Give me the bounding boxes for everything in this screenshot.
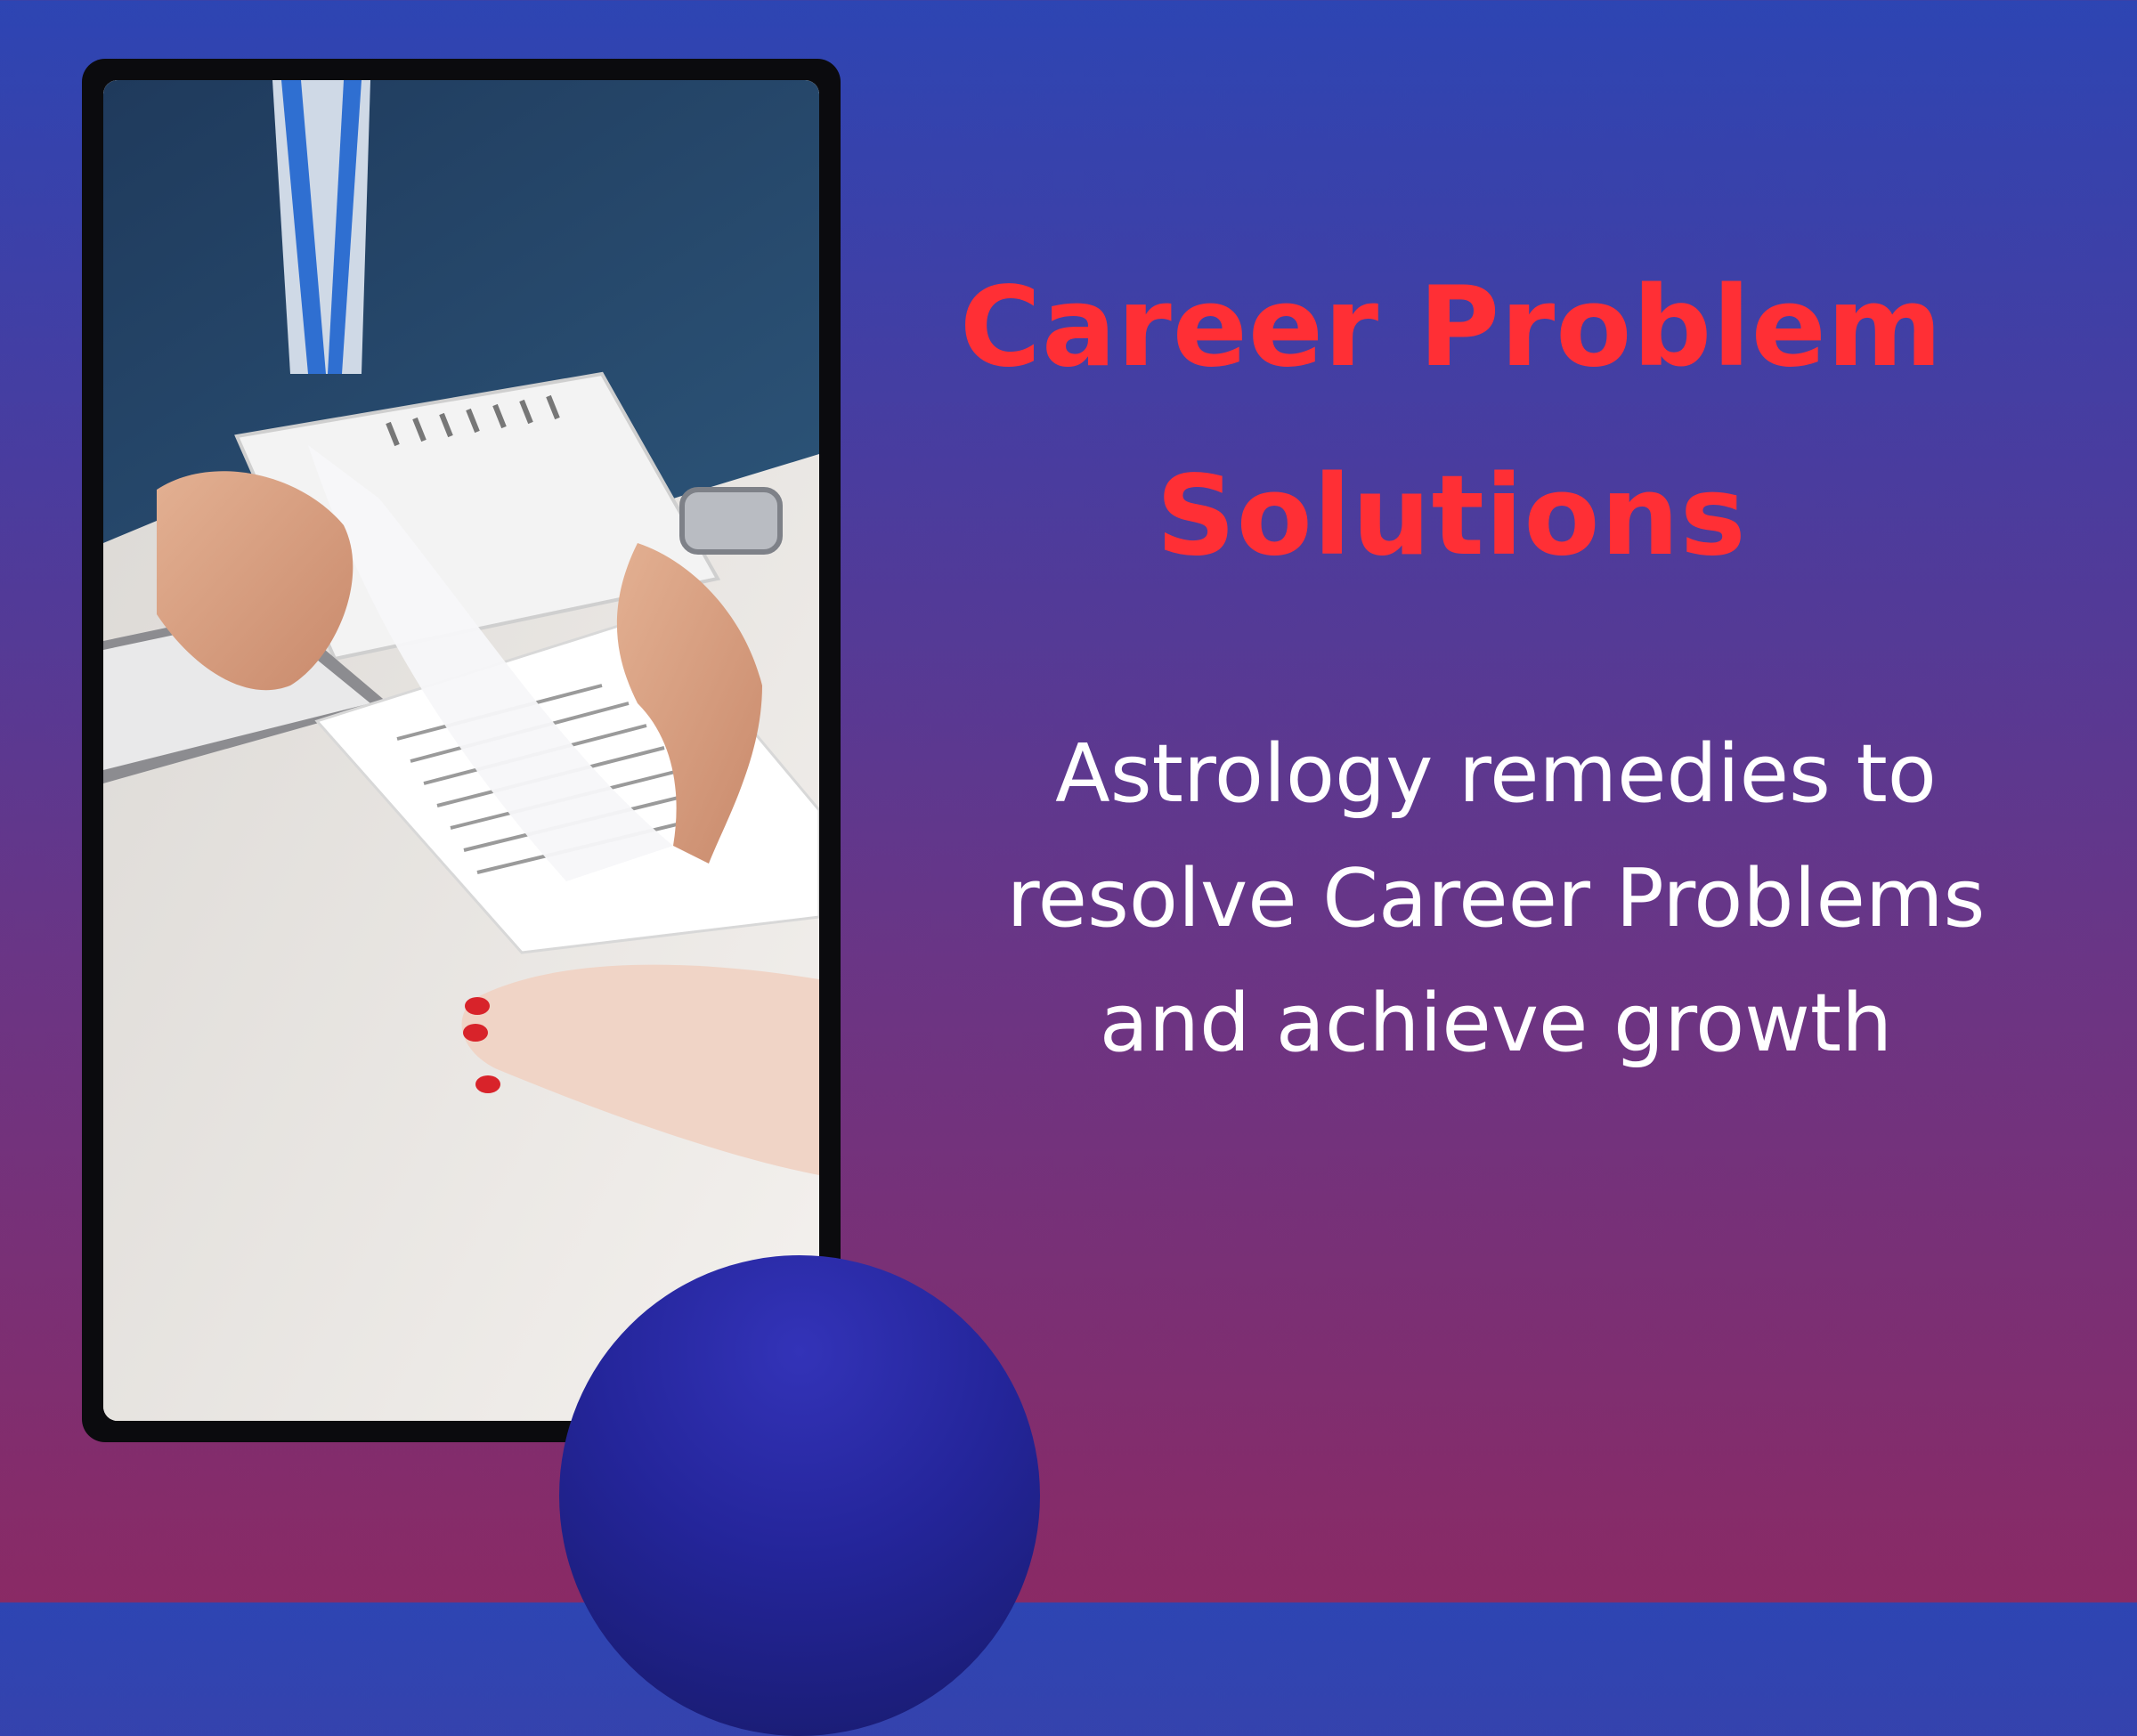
title-line-2: Solutions [1156,452,1747,580]
page-title [917,233,1986,611]
subtitle [926,712,2066,1086]
subtitle-line-1: Astrology remedies to [1055,727,1937,821]
photo-frame [82,59,841,1442]
subtitle-line-2: resolve Career Problems [1006,852,1986,945]
photo-illustration [103,80,819,1421]
title-line-1: Career Problem [959,264,1944,392]
subtitle-line-3: and achieve growth [1099,977,1893,1070]
business-document-photo [103,80,819,1421]
decorative-circle [559,1255,1040,1736]
